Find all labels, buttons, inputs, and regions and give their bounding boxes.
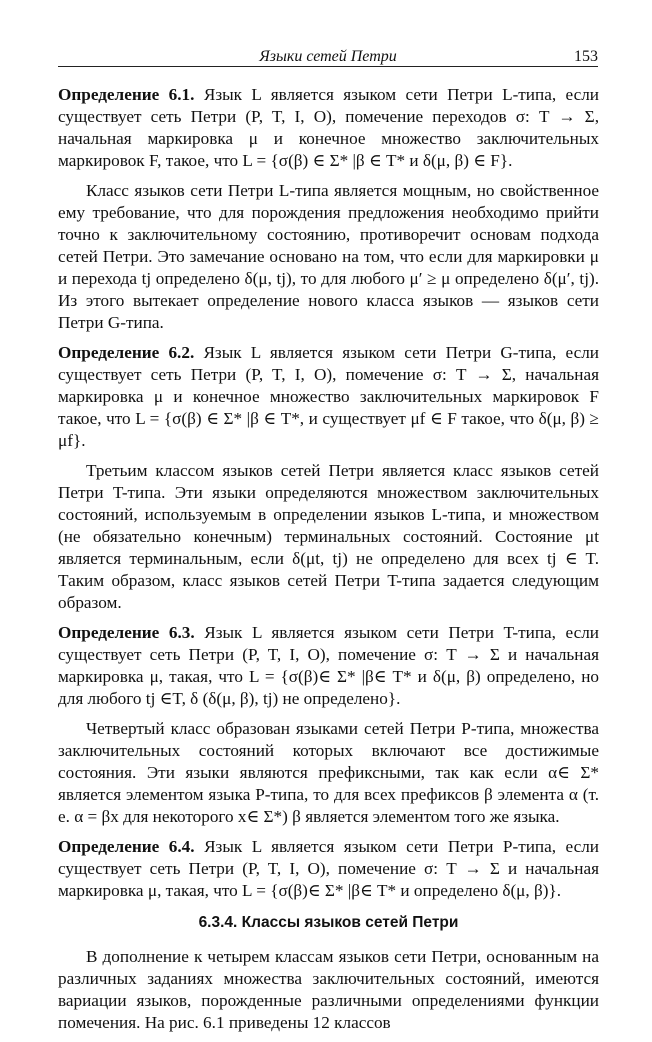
paragraph: Третьим классом языков сетей Петри является класс языков сетей Петри T-типа. Эти языки определяются множеством заключительных состояний, используемым в определении языков L-типа, и множеством (не обязательно конечным) терминальных состояний. Состояние μt является терминальным, если δ(μt, tj) не определено для всех tj ∈ T. Таким образом, класс языков сетей Петри T-типа задается следующим образом. [58, 461, 599, 612]
definition-6-4 [58, 836, 599, 902]
definition-6-2 [58, 342, 599, 452]
page-number: 153 [574, 48, 598, 65]
definition-label: Определение 6.3. [58, 623, 195, 642]
subsection-title: 6.3.4. Классы языков сетей Петри [198, 914, 459, 931]
definition-label: Определение 6.2. [58, 343, 195, 362]
page-body [58, 84, 599, 1042]
definition-label: Определение 6.1. [58, 85, 195, 104]
running-title: Языки сетей Петри [259, 48, 397, 65]
definition-6-1 [58, 84, 599, 172]
page-header [58, 36, 598, 67]
definition-label: Определение 6.4. [58, 837, 195, 856]
definition-text: Язык L является языком сети Петри L-типа, если существует сеть Петри (P, T, I, O), помечение переходов σ: T → Σ, начальная маркировка μ и конечное множество заключительных маркировок F, такое, что L = {σ(β) ∈ Σ* |β ∈ T* и δ(μ, β) ∈ F}. [58, 85, 599, 170]
definition-text: Язык L является языком сети Петри G-типа, если существует сеть Петри (P, T, I, O), помечение σ: T → Σ, начальная маркировка μ и конечное множество заключительных маркировок F такое, что L = {σ(β) ∈ Σ* |β ∈ T*, и существует μf ∈ F такое, что δ(μ, β) ≥ μf}. [58, 343, 599, 450]
definition-text: Язык L является языком сети Петри T-типа, если существует сеть Петри (P, T, I, O), помечение σ: T → Σ и начальная маркировка μ, такая, что L = {σ(β)∈ Σ* |β∈ T* и δ(μ, β) определено, но для любого tj ∈T, δ (δ(μ, β), tj) не определено}. [58, 623, 600, 708]
paragraph: Класс языков сети Петри L-типа является мощным, но свойственное ему требование, что для порождения предложения необходимо прийти точно к заключительному состоянию, противоречит основам подхода сетей Петри. Это замечание основано на том, что если для маркировки μ и перехода tj определено δ(μ, tj), то для любого μ′ ≥ μ определено δ(μ′, tj). Из этого вытекает определение нового класса языков — языков сети Петри G-типа. [58, 181, 599, 332]
paragraph: Четвертый класс образован языками сетей Петри P-типа, множества заключительных состояний которых включают все достижимые состояния. Эти языки являются префиксными, так как если α∈ Σ* является элементом языка P-типа, то для всех префиксов β элемента α (т. е. α = βx для некоторого x∈ Σ*) β является элементом того же языка. [58, 719, 599, 826]
definition-6-3 [58, 622, 599, 710]
definition-text: Язык L является языком сети Петри P-типа, если существует сеть Петри (P, T, I, O), помечение σ: T → Σ и начальная маркировка μ, такая, что L = {σ(β)∈ Σ* |β∈ T* и определено δ(μ, β)}. [58, 837, 600, 900]
paragraph: В дополнение к четырем классам языков сети Петри, основанным на различных заданиях множества заключительных состояний, имеются вариации языков, порожденные различными определениями функции помечения. На рис. 6.1 приведены 12 классов [58, 947, 599, 1032]
